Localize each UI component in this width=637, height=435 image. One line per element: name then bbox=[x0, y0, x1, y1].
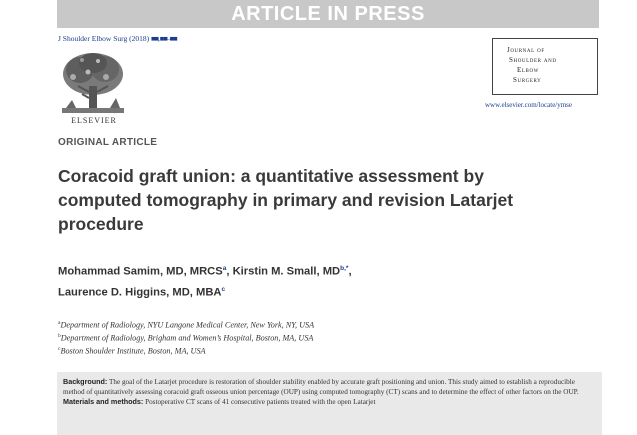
author-list bbox=[58, 260, 578, 301]
citation-placeholder-blocks: ■■, ■■–■■ bbox=[151, 34, 177, 43]
abstract-box bbox=[57, 372, 602, 435]
journal-name-line-3: Elbow bbox=[517, 66, 539, 74]
author-name: Kirstin M. Small, MD bbox=[232, 265, 341, 278]
article-in-press-banner: ARTICLE IN PRESS bbox=[57, 0, 599, 28]
affiliation-marker: b bbox=[58, 333, 61, 340]
author-separator: , bbox=[226, 265, 233, 278]
affiliation-marker: a bbox=[58, 320, 61, 326]
affiliation-item bbox=[58, 331, 578, 344]
section-label: ORIGINAL ARTICLE bbox=[58, 137, 158, 148]
author-affiliation-link[interactable]: c bbox=[221, 285, 226, 293]
article-title: Coracoid graft union: a quantitative assessment by computed tomography in primary and revision Latarjet procedure bbox=[58, 166, 514, 234]
author-name: Mohammad Samim, MD, MRCS bbox=[58, 265, 223, 278]
elsevier-tree-logo bbox=[58, 50, 128, 116]
abstract-background bbox=[63, 377, 596, 397]
journal-name-line-2: Shoulder and bbox=[509, 56, 557, 64]
journal-url-link[interactable]: www.elsevier.com/locate/ymse bbox=[485, 101, 573, 109]
affiliation-marker: c bbox=[58, 346, 61, 353]
journal-citation bbox=[58, 34, 177, 43]
citation-text: J Shoulder Elbow Surg (2018) bbox=[58, 34, 151, 43]
author-separator: , bbox=[348, 265, 352, 278]
abstract-methods-heading: Materials and methods: bbox=[63, 397, 144, 407]
affiliation-text: Boston Shoulder Institute, Boston, MA, USA bbox=[60, 347, 206, 357]
author-affiliation-link[interactable]: a bbox=[222, 265, 227, 272]
abstract-methods bbox=[63, 397, 596, 408]
journal-name-line-4: Surgery bbox=[513, 76, 542, 84]
affiliation-item bbox=[58, 344, 578, 357]
affiliation-text: Department of Radiology, Brigham and Women’s Hospital, Boston, MA, USA bbox=[60, 333, 314, 343]
journal-name-line-1: Journal of bbox=[507, 46, 545, 54]
journal-name-box bbox=[492, 38, 598, 95]
abstract-background-text: The goal of the Latarjet procedure is restoration of shoulder stability enabled by accurate graft positioning and union. This study aimed to establish a reproducible method of quantitatively assessing coracoid graft osseous union percentage (OUP) using computed tomography (CT) scans and to determine the effect of other factors on the OUP. bbox=[63, 378, 579, 396]
author-affiliation-link[interactable]: b,* bbox=[340, 265, 349, 272]
affiliation-list bbox=[58, 318, 578, 358]
tree-icon bbox=[58, 50, 128, 116]
abstract-background-heading: Background: bbox=[63, 377, 108, 386]
affiliation-item bbox=[58, 318, 578, 331]
publisher-name: ELSEVIER bbox=[71, 116, 117, 125]
affiliation-text: Department of Radiology, NYU Langone Medical Center, New York, NY, USA bbox=[60, 320, 315, 330]
abstract-methods-text: Postoperative CT scans of 41 consecutive patients treated with the open Latarjet bbox=[143, 398, 376, 407]
author-name: Laurence D. Higgins, MD, MBA bbox=[58, 286, 222, 299]
